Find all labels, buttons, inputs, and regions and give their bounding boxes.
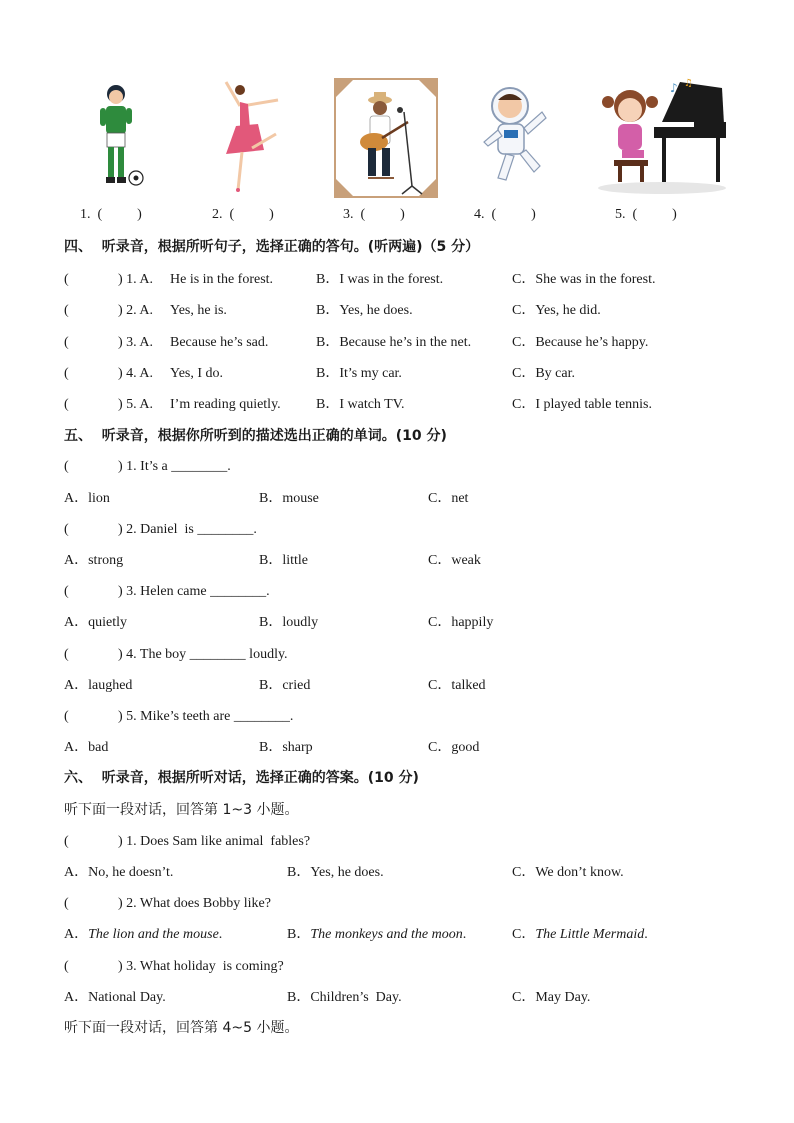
option-c: C．We don’t know.: [512, 865, 624, 880]
option-b: B．Children’s Day.: [287, 990, 402, 1005]
picture-answer-2: 2. ( ): [212, 207, 274, 222]
option-b: B．mouse: [259, 491, 319, 506]
option-b: B．The monkeys and the moon.: [287, 927, 467, 942]
option-a: He is in the forest.: [170, 272, 274, 287]
answer-paren: (: [64, 709, 69, 724]
piano-girl-icon: [592, 78, 730, 198]
svg-text:♪: ♪: [670, 81, 678, 95]
astronaut-icon: [476, 78, 558, 198]
svg-text:♫: ♫: [684, 78, 693, 89]
picture-answer-1: 1. ( ): [80, 207, 142, 222]
option-a: Yes, he is.: [170, 303, 227, 318]
answer-paren: (: [64, 366, 69, 381]
ballet-dancer-icon: [218, 78, 288, 198]
option-c: C．I played table tennis.: [512, 397, 652, 412]
option-a: A．No, he doesn’t.: [64, 865, 174, 880]
option-b: B．I watch TV.: [316, 397, 405, 412]
option-b: B．It’s my car.: [316, 366, 402, 381]
option-c: C．happily: [428, 615, 494, 630]
option-b: B．Yes, he does.: [287, 865, 384, 880]
option-b: B．little: [259, 553, 308, 568]
option-a: A．laughed: [64, 678, 133, 693]
section-5-title: 五、 听录音，根据你所听到的描述选出正确的单词。(10 分): [64, 428, 447, 444]
answer-paren: (: [64, 459, 69, 474]
guitar-singer-icon: [334, 78, 438, 198]
question-text: ) 2. Daniel is ________.: [118, 522, 257, 537]
option-a: Because he’s sad.: [170, 335, 269, 350]
option-a: A．lion: [64, 491, 110, 506]
section-6-title: 六、 听录音，根据所听对话，选择正确的答案。(10 分): [64, 770, 419, 786]
answer-paren: (: [64, 834, 69, 849]
option-a: I’m reading quietly.: [170, 397, 281, 412]
option-a: Yes, I do.: [170, 366, 224, 381]
picture-answer-5: 5. ( ): [615, 207, 677, 222]
question-number: ) 4. A.: [118, 366, 153, 381]
answer-paren: (: [64, 896, 69, 911]
option-c: C．By car.: [512, 366, 575, 381]
answer-paren: (: [64, 959, 69, 974]
question-text: ) 4. The boy ________ loudly.: [118, 647, 288, 662]
option-c: C．Because he’s happy.: [512, 335, 649, 350]
answer-paren: (: [64, 647, 69, 662]
option-c: C．weak: [428, 553, 481, 568]
option-b: B．I was in the forest.: [316, 272, 444, 287]
pictures-row: [0, 78, 794, 200]
answer-paren: (: [64, 584, 69, 599]
picture-answer-row: [0, 207, 794, 227]
answer-paren: (: [64, 303, 69, 318]
option-c: C．May Day.: [512, 990, 591, 1005]
option-b: B．Yes, he does.: [316, 303, 413, 318]
option-a: A．quietly: [64, 615, 127, 630]
question-number: ) 5. A.: [118, 397, 153, 412]
option-a: A．The lion and the mouse.: [64, 927, 223, 942]
option-c: C．She was in the forest.: [512, 272, 656, 287]
picture-answer-3: 3. ( ): [343, 207, 405, 222]
option-c: C．net: [428, 491, 469, 506]
dialogue-intro-1: 听下面一段对话，回答第 1~3 小题。: [64, 802, 299, 818]
question-text: ) 1. It’s a ________.: [118, 459, 231, 474]
picture-answer-4: 4. ( ): [474, 207, 536, 222]
soccer-boy-icon: [92, 78, 152, 198]
question-text: ) 2. What does Bobby like?: [118, 896, 271, 911]
option-b: B．cried: [259, 678, 311, 693]
option-a: A．bad: [64, 740, 109, 755]
question-text: ) 1. Does Sam like animal fables?: [118, 834, 311, 849]
option-c: C．good: [428, 740, 480, 755]
option-c: C．talked: [428, 678, 486, 693]
option-c: C．The Little Mermaid.: [512, 927, 648, 942]
option-a: A．strong: [64, 553, 124, 568]
option-c: C．Yes, he did.: [512, 303, 601, 318]
option-a: A．National Day.: [64, 990, 166, 1005]
answer-paren: (: [64, 335, 69, 350]
question-number: ) 2. A.: [118, 303, 153, 318]
question-text: ) 3. What holiday is coming?: [118, 959, 284, 974]
option-b: B．sharp: [259, 740, 313, 755]
question-text: ) 3. Helen came ________.: [118, 584, 270, 599]
section-4-title: 四、 听录音，根据所听句子，选择正确的答句。(听两遍)（5 分）: [64, 239, 480, 255]
question-number: ) 3. A.: [118, 335, 153, 350]
question-number: ) 1. A.: [118, 272, 153, 287]
dialogue-intro-2: 听下面一段对话，回答第 4~5 小题。: [64, 1020, 299, 1036]
option-b: B．Because he’s in the net.: [316, 335, 472, 350]
answer-paren: (: [64, 522, 69, 537]
answer-paren: (: [64, 272, 69, 287]
answer-paren: (: [64, 397, 69, 412]
question-text: ) 5. Mike’s teeth are ________.: [118, 709, 294, 724]
option-b: B．loudly: [259, 615, 319, 630]
